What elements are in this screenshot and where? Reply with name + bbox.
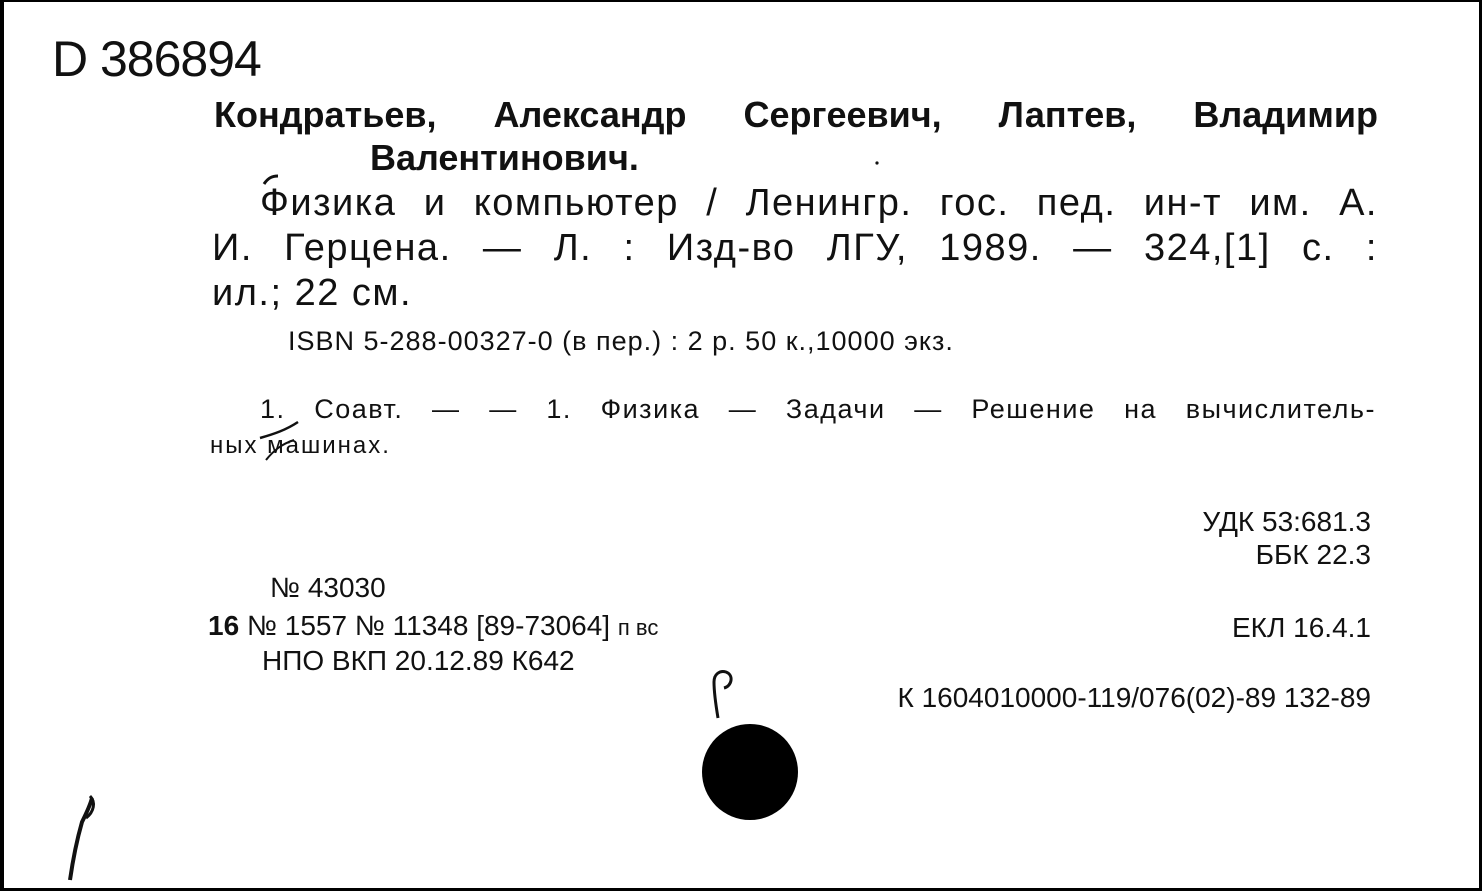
- title-word: :: [623, 227, 636, 269]
- title-word: 1989.: [939, 227, 1042, 269]
- title-word: Л.: [553, 227, 593, 269]
- title-word: Изд-во: [666, 227, 796, 269]
- title-accent-mark: [262, 174, 282, 188]
- call-number: D 386894: [52, 31, 261, 87]
- title-line-2: [212, 227, 1378, 270]
- title-word: ин-т: [1143, 182, 1222, 224]
- title-word: Герцена.: [284, 227, 452, 269]
- punch-hole: [702, 724, 798, 820]
- title-word: /: [706, 182, 719, 224]
- author-word: Лаптев,: [998, 94, 1137, 135]
- title-word: А.: [1339, 182, 1378, 224]
- title-word: —: [482, 227, 523, 269]
- order-lead: 16: [208, 610, 240, 641]
- author-word: Александр: [493, 94, 687, 135]
- subject-word: —: [432, 394, 461, 424]
- title-word: им.: [1249, 182, 1312, 224]
- author-word: Кондратьев,: [214, 94, 437, 135]
- subject-word: вычислитель-: [1185, 394, 1376, 424]
- ekl-code: ЕКЛ 16.4.1: [1232, 612, 1371, 643]
- title-word: компьютер: [473, 182, 679, 224]
- k-code: К 1604010000-119/076(02)-89 132-89: [897, 682, 1371, 713]
- author-line-1: [214, 94, 1378, 136]
- order-suffix: п вс: [617, 615, 659, 640]
- title-word: и: [423, 182, 447, 224]
- title-line-1: [260, 182, 1378, 225]
- isbn-line: ISBN 5-288-00327-0 (в пер.) : 2 р. 50 к.,10000 экз.: [288, 326, 954, 356]
- order-main: № 1557 № 11348 [89-73064]: [246, 610, 611, 641]
- bbk-code: ББК 22.3: [1255, 539, 1371, 570]
- order-numbers: [208, 610, 658, 642]
- author-word: Владимир: [1193, 94, 1378, 135]
- author-line-2: Валентинович.: [370, 137, 639, 178]
- title-word: :: [1365, 227, 1378, 269]
- handwritten-p-mark: [704, 666, 744, 722]
- subject-word: —: [489, 394, 518, 424]
- subject-word: Решение: [971, 394, 1096, 424]
- subject-word: на: [1124, 394, 1158, 424]
- title-word: с.: [1301, 227, 1335, 269]
- subject-word: 1.: [260, 394, 286, 424]
- title-word: пед.: [1036, 182, 1117, 224]
- title-word: Физика: [260, 182, 397, 224]
- npo-line: НПО ВКП 20.12.89 К642: [262, 645, 575, 676]
- title-word: И.: [212, 227, 253, 269]
- subject-word: Физика: [600, 394, 701, 424]
- title-word: 324,[1]: [1143, 227, 1271, 269]
- title-word: Ленингр.: [745, 182, 913, 224]
- handwritten-stroke-mark: [56, 792, 106, 887]
- speck-mark: [874, 160, 880, 166]
- subject-word: Задачи: [785, 394, 886, 424]
- subject-line-1: [260, 394, 1376, 425]
- subject-underline-mark: [254, 416, 324, 466]
- title-word: —: [1073, 227, 1113, 269]
- author-word: Сергеевич,: [743, 94, 942, 135]
- inventory-number: № 43030: [270, 572, 386, 603]
- subject-line-2: ных машинах.: [210, 432, 391, 459]
- udk-code: УДК 53:681.3: [1202, 506, 1371, 537]
- title-word: ЛГУ,: [826, 227, 908, 269]
- title-line-3: ил.; 22 см.: [212, 272, 413, 314]
- subject-word: Соавт.: [314, 394, 404, 424]
- title-word: гос.: [939, 182, 1010, 224]
- subject-word: 1.: [546, 394, 572, 424]
- subject-word: —: [914, 394, 943, 424]
- subject-word: —: [728, 394, 758, 424]
